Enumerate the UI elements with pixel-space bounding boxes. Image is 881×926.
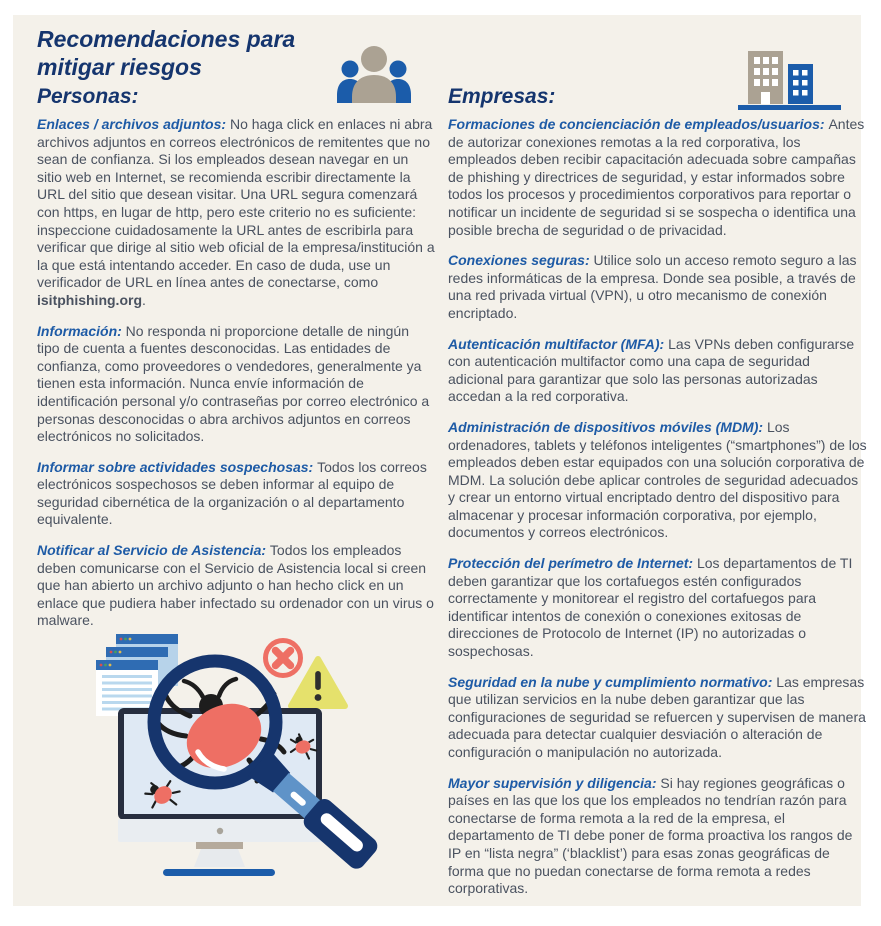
paragraph (37, 459, 435, 529)
paragraph (37, 542, 435, 630)
paragraph (37, 323, 435, 446)
paragraph (448, 674, 869, 762)
section-heading-personas: Personas: (37, 85, 139, 108)
paragraph-text: Los departamentos de TI deben garantizar que los cortafuegos estén configurados correctamente y monitorear el registro del cortafuegos para identificar intentos de conexión o conexiones exitosas de direcciones de Protocolo de Internet (IP) no autorizadas o sospechosas. (448, 555, 853, 660)
empresas-paragraphs (448, 116, 869, 911)
paragraph-lead: Protección del perímetro de Internet: (448, 555, 697, 572)
paragraph-text: Todos los correos electrónicos sospechosos se deben informar al equipo de seguridad cibernética de la organización o al departamento equivalente. (37, 458, 427, 528)
paragraph-text: No responda ni proporcione detalle de ningún tipo de cuenta a fuentes desconocidas. Las entidades de confianza, como proveedores o vendedores, generalmente ya tienen esta información. Nunca envíe información de identificación personal y/o contraseñas por correo electrónico a personas desconocidas o abra archivos adjuntos en correos electrónicos no solicitados. (37, 322, 430, 445)
content-panel (13, 15, 867, 906)
error-x-icon (266, 641, 301, 676)
paragraph-text: Las VPNs deben configurarse con autenticación multifactor como una capa de seguridad adicional para garantizar que solo las personas autorizadas accedan a la red corporativa. (448, 335, 855, 405)
paragraph (448, 419, 869, 542)
paragraph (448, 555, 869, 661)
paragraph-lead: Enlaces / archivos adjuntos: (37, 116, 230, 132)
paragraph-text: No haga click en enlaces ni abra archivos adjuntos en correos electrónicos de remitentes que no sean de confianza. Si los empleados desean navegar en un sitio web en Internet, se recomienda escribir directamente la URL del sitio que desean visitar. Una URL segura comenzará con https, en lugar de http, pero este criterio no es suficiente: inspeccione cuidadosamente la URL antes de escribirla para verificar que dirige al sitio web oficial de la empresa/institución a la que está intentando acceder. En caso de duda, use un verificador de URL en línea antes de conectarse, como (37, 116, 435, 291)
personas-paragraphs (37, 116, 435, 643)
paragraph-text: . (142, 291, 146, 308)
paragraph-lead: Información: (37, 322, 126, 339)
paragraph-lead: Seguridad en la nube y cumplimiento normativo: (448, 673, 777, 690)
paragraph-lead: Mayor supervisión y diligencia: (448, 774, 661, 791)
paragraph-lead: Formaciones de concienciación de empleados/usuarios: (448, 116, 829, 132)
malware-scan-illustration (95, 628, 385, 878)
people-icon (335, 45, 413, 103)
paragraph-text: Si hay regiones geográficas o países en las que los que los empleados no tendrían razón para conectarse de forma remota a la red de la empresa, el departamento de TI debe poner de forma proactiva los rangos de IP en “lista negra” (‘blacklist’) para esas zonas geográficas de forma que no puedan conectarse de forma remota a redes corporativas. (448, 774, 853, 897)
paragraph-text: Utilice solo un acceso remoto seguro a las redes informáticas de la empresa. Donde sea posible, a través de una red privada virtual (VPN), u otro mecanismo de conexión encriptado. (448, 252, 857, 321)
paragraph-lead: Administración de dispositivos móviles (MDM): (448, 418, 767, 435)
paragraph (448, 116, 869, 239)
browser-windows-icon (96, 634, 178, 716)
paragraph-text: Antes de autorizar conexiones remotas a la red corporativa, los empleados deben recibir capacitación adecuada sobre campañas de phishing y directrices de seguridad, y estar informados sobre todos los procesos y procedimientos corporativos para reportar o notificar un incidente de seguridad si se sospecha o identifica una posible brecha de seguridad o de privacidad. (448, 116, 865, 238)
page-title: Recomendaciones para mitigar riesgos (37, 26, 296, 80)
paragraph-text: Todos los empleados deben comunicarse con el Servicio de Asistencia local si creen que han abierto un archivo adjunto o han hecho click en un enlace que pudiera haber infectado su ordenador con un virus o malware. (37, 542, 434, 629)
paragraph-text: Los ordenadores, tablets y teléfonos inteligentes (“smartphones”) de los empleados deben estar equipados con una solución corporativa de MDM. La solución debe aplicar controles de seguridad adecuados y crear un entorno virtual encriptado dentro del dispositivo para almacenar y procesar información corporativa, por ejemplo, documentos y correos electrónicos. (448, 418, 867, 541)
paragraph (448, 336, 869, 406)
paragraph (448, 775, 869, 898)
paragraph-text: Las empresas que utilizan servicios en la nube deben garantizar que las configuraciones de seguridad se refuercen y supervisen de manera adecuada para detectar cualquier desviación o alteración de configuración o manipulación no autorizada. (448, 673, 866, 760)
building-icon (737, 49, 849, 113)
isitphishing-url: isitphishing.org (37, 291, 142, 308)
paragraph-lead: Conexiones seguras: (448, 252, 594, 269)
paragraph (448, 252, 869, 322)
section-heading-empresas: Empresas: (448, 85, 556, 108)
paragraph (37, 116, 435, 310)
paragraph-lead: Notificar al Servicio de Asistencia: (37, 542, 270, 559)
paragraph-lead: Autenticación multifactor (MFA): (448, 335, 669, 352)
paragraph-lead: Informar sobre actividades sospechosas: (37, 458, 318, 475)
